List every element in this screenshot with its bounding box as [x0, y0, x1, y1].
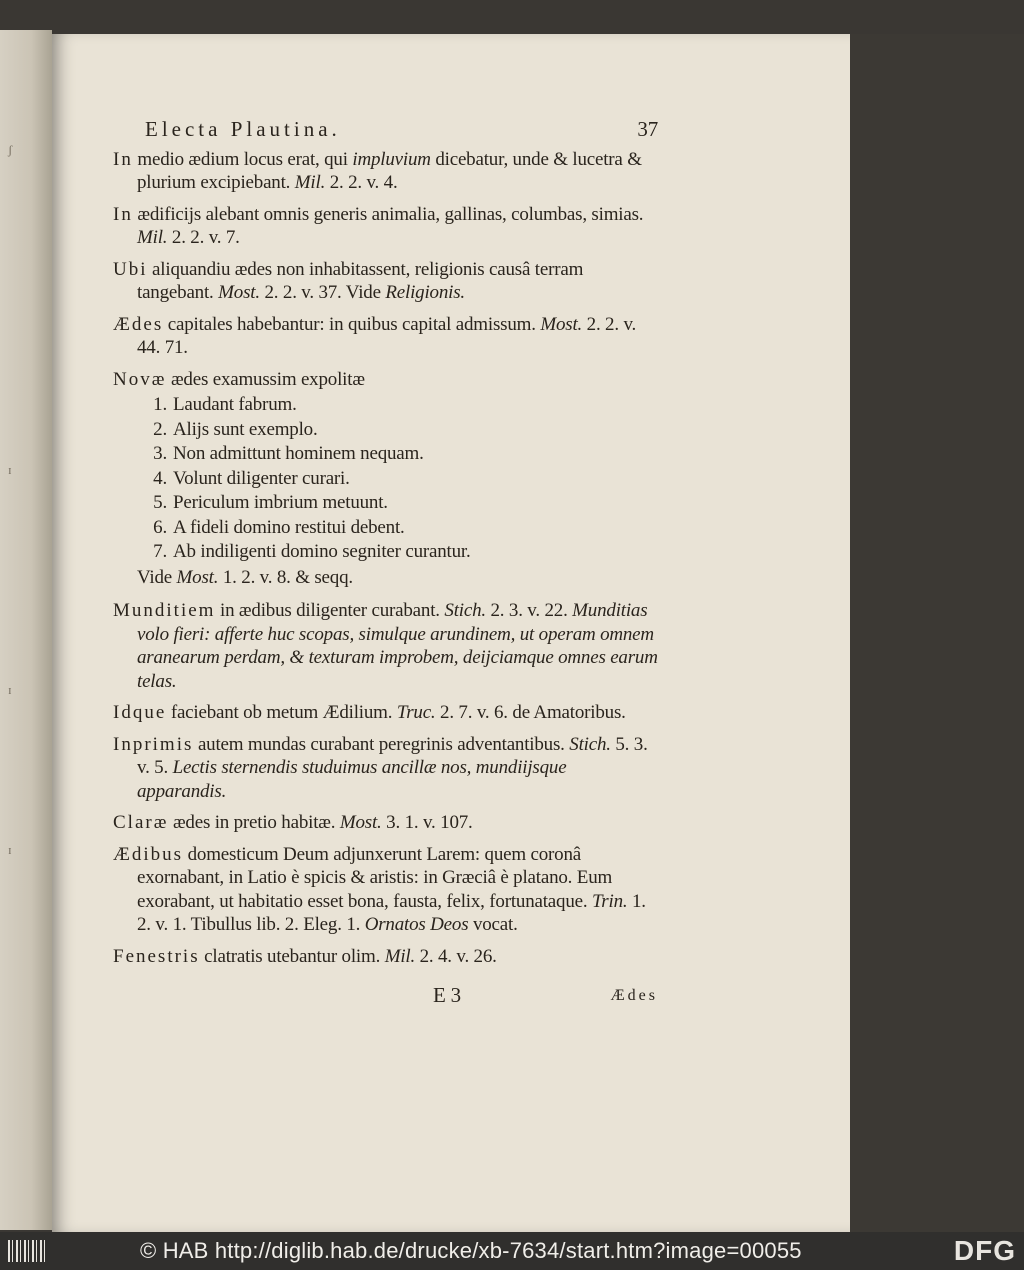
entry-reference-rest: 3. 1. v. 107. [381, 812, 473, 833]
entry-text: autem mundas curabant peregrinis adventantibus. [193, 733, 570, 755]
list-number: 6. [153, 516, 167, 538]
entry [113, 843, 658, 937]
entry-text: clatratis utebantur olim. [199, 945, 385, 967]
list-item [141, 442, 658, 466]
entry [113, 258, 658, 305]
list-item [141, 516, 658, 540]
entry-text: domesticum Deum adjunxerunt Larem: quem coronâ exornabant, in Latio è spicis & aristis: in Græciâ è platano. Eum exorabant, ut habitatio esset bona, fausta, felix, fortunataque. [137, 843, 613, 912]
signature-mark: E 3 [433, 983, 461, 1007]
page-number: 37 [637, 117, 658, 141]
entry-text: dicebatur, unde & lucetra & plurium excipiebant. [137, 148, 642, 193]
entry [113, 599, 658, 693]
prev-mark: ɪ [8, 842, 12, 857]
entry-lead: Ædibus [113, 843, 184, 865]
entry-text: ædes examussim expolitæ [166, 368, 365, 390]
list-item [141, 491, 658, 515]
running-header [145, 118, 658, 142]
entry-reference-rest: 2. 3. v. 22. [485, 600, 573, 621]
list-text: Volunt diligenter curari. [173, 467, 350, 489]
entry [113, 811, 658, 835]
list-number: 5. [153, 492, 167, 513]
entry-reference: Trin. [591, 890, 628, 912]
entry-reference-rest: 5. 3. v. 5. [137, 733, 648, 778]
entry-text: ædes in pretio habitæ. [168, 812, 340, 833]
entry-reference: Most. [540, 313, 583, 335]
entry-lead: Idque [113, 702, 167, 723]
vide-reference [137, 566, 658, 590]
entry-reference-rest: 1. 2. v. 8. & seqq. [218, 566, 353, 588]
page-background-shade [850, 34, 1024, 1232]
list-text: A fideli domino restitui debent. [173, 516, 405, 538]
entry-lead: Inprimis [113, 733, 194, 755]
entry-text: medio ædium locus erat, qui [132, 148, 353, 170]
novae-entry [113, 368, 658, 392]
entry-reference-rest: 2. 2. v. 44. 71. [137, 313, 637, 358]
entry-reference: Most. [176, 566, 219, 588]
catchword: Ædes [610, 987, 658, 1004]
entry-reference: Mil. [384, 945, 416, 967]
entry-reference: Truc. [396, 702, 436, 723]
entry-reference-rest: 2. 2. v. 7. [167, 227, 240, 248]
entry-lead: Ædes [113, 313, 164, 335]
prev-mark: ɪ [8, 682, 12, 697]
list-item [141, 540, 658, 564]
entry [113, 148, 658, 195]
entry-text: aliquandiu ædes non inhabitassent, religionis causâ terram tangebant. [137, 258, 584, 303]
entry-reference: Stich. [444, 600, 486, 621]
entry [113, 203, 658, 250]
entry-italic: Ornatos Deos [364, 914, 469, 935]
entry-reference-rest: 2. 4. v. 26. [415, 945, 497, 967]
entry-reference-rest: 2. 7. v. 6. de Amatoribus. [435, 702, 626, 723]
entry-reference-rest: 2. 2. v. 37. Vide [259, 282, 386, 303]
entry-reference: Mil. [294, 172, 326, 193]
list-text: Laudant fabrum. [173, 394, 297, 415]
list-item [141, 467, 658, 491]
page-footer [113, 984, 658, 1008]
entry-reference: Most. [339, 812, 382, 833]
entry-text: capitales habebantur: in quibus capital admissum. [163, 313, 541, 335]
list-number: 7. [153, 541, 167, 562]
entry-reference: Mil. [137, 227, 168, 248]
previous-page-marks [8, 140, 38, 860]
list-number: 4. [153, 467, 167, 489]
entry [113, 733, 658, 804]
vide-text: Vide [137, 566, 177, 588]
prev-mark: ɪ [8, 462, 12, 477]
entry-lead: Novæ [113, 368, 167, 390]
entry-lead: In [113, 203, 133, 225]
list-number: 3. [153, 443, 167, 464]
previous-page-edge [0, 30, 52, 1230]
entry-text: faciebant ob metum Ædilium. [166, 702, 397, 723]
list-number: 2. [153, 418, 167, 440]
entry-lead: In [113, 148, 133, 170]
entry-text: ædificijs alebant omnis generis animalia, gallinas, columbas, simias. [132, 203, 644, 225]
barcode-icon [8, 1240, 48, 1262]
entry-italic: impluvium [352, 148, 431, 170]
dfg-logo: DFG [953, 1235, 1016, 1266]
entry [113, 701, 658, 725]
entry-lead: Munditiem [113, 600, 216, 621]
entry-reference: Stich. [569, 733, 611, 755]
source-credit[interactable]: © HAB http://diglib.hab.de/drucke/xb-7634/start.htm?image=00055 [140, 1238, 802, 1263]
viewer-footer-bar [0, 1232, 1024, 1270]
entry-quotation: Lectis sternendis studuimus ancillæ nos, mundiijsque apparandis. [137, 757, 567, 802]
numbered-list [141, 393, 658, 564]
entry-reference-rest: 2. 2. v. 4. [325, 172, 398, 193]
entry-lead: Claræ [113, 812, 169, 833]
entry-reference: Most. [218, 282, 260, 303]
list-text: Non admittunt hominem nequam. [173, 443, 424, 464]
entry [113, 313, 658, 360]
entry-reference-rest: 1. 2. v. 1. Tibullus lib. 2. Eleg. 1. [137, 890, 646, 935]
list-number: 1. [153, 394, 167, 415]
list-item [141, 418, 658, 442]
entry-lead: Ubi [113, 258, 148, 280]
list-text: Periculum imbrium metuunt. [173, 492, 388, 513]
entry-text: vocat. [468, 914, 518, 935]
list-text: Ab indiligenti domino segniter curantur. [173, 541, 471, 562]
list-text: Alijs sunt exemplo. [173, 418, 318, 440]
entry-quotation: Munditias volo fieri: afferte huc scopas, simulque arundinem, ut operam omnem aranearum perdam, & texturam improbem, deijciamque omnes earum telas. [137, 600, 658, 692]
list-item [141, 393, 658, 417]
entry-text: in ædibus diligenter curabant. [215, 600, 445, 621]
prev-mark: ʃ [8, 142, 13, 157]
entry [113, 945, 658, 969]
header-title: Electa Plautina. [145, 117, 341, 141]
entry-italic: Religionis. [385, 282, 465, 303]
page-text [113, 118, 658, 1008]
entry-lead: Fenestris [113, 945, 200, 967]
